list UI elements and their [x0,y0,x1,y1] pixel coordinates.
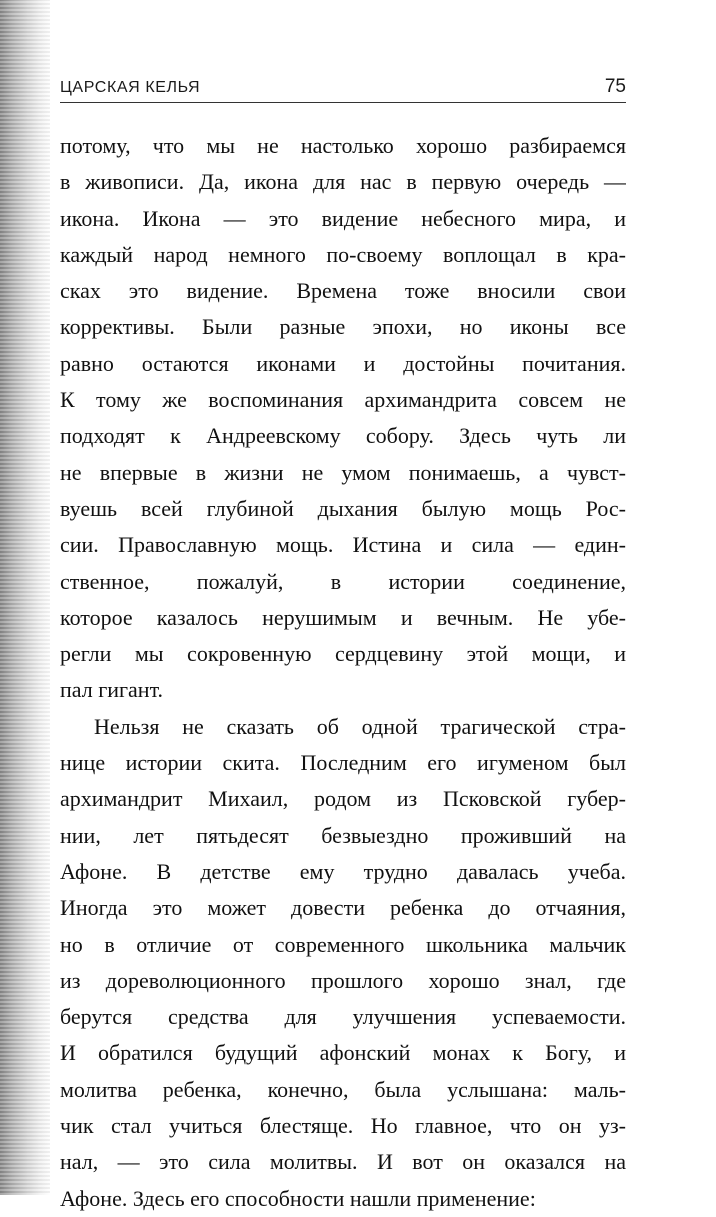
text-line: регли мы сокровенную сердцевину этой мощи, и [60,641,626,667]
paragraph [60,709,626,1217]
text-line: каждый народ немного по-своему воплощал в кра- [60,241,626,267]
text-line: Афоне. Здесь его способности нашли применение: [60,1185,536,1211]
paragraph [60,128,626,709]
text-line: Афоне. В детстве ему трудно давалась учеба. [60,858,626,884]
text-line: архимандрит Михаил, родом из Псковской губер- [60,786,626,812]
text-line: нии, лет пятьдесят безвыездно проживший на [60,822,626,848]
running-head: ЦАРСКАЯ КЕЛЬЯ [60,79,201,96]
text-line: берутся средства для улучшения успеваемости. [60,1004,626,1030]
book-spine-shadow [0,0,50,1195]
text-line: чик стал учиться блестяще. Но главное, что он уз- [60,1113,626,1139]
text-line: из дореволюционного прошлого хорошо знал, где [60,967,626,993]
text-line: молитва ребенка, конечно, была услышана: маль- [60,1076,626,1102]
text-line: равно остаются иконами и достойны почитания. [60,350,626,376]
text-line: нице истории скита. Последним его игуменом был [60,750,626,776]
text-line: сках это видение. Времена тоже вносили свои [60,278,626,304]
text-line: в живописи. Да, икона для нас в первую очередь — [60,169,626,195]
text-line: И обратился будущий афонский монах к Богу, и [60,1040,626,1066]
text-line: Иногда это может довести ребенка до отчаяния, [60,895,626,921]
text-line: сии. Православную мощь. Истина и сила — един- [60,532,626,558]
text-line: нал, — это сила молитвы. И вот он оказался на [60,1149,626,1175]
text-line: подходят к Андреевскому собору. Здесь чуть ли [60,423,626,449]
text-line: ственное, пожалуй, в истории соединение, [60,568,626,594]
page-number: 75 [604,76,626,97]
text-line: не впервые в жизни не умом понимаешь, а чувст- [60,459,626,485]
text-line: потому, что мы не настолько хорошо разбираемся [60,133,626,158]
page-header [60,76,626,103]
text-line: которое казалось нерушимым и вечным. Не убе- [60,604,626,630]
text-line: пал гигант. [60,677,164,703]
text-line: но в отличие от современного школьника мальчик [60,931,626,957]
text-line: Нельзя не сказать об одной трагической стра- [94,713,626,739]
text-line: К тому же воспоминания архимандрита совсем не [60,387,626,413]
text-line: икона. Икона — это видение небесного мира, и [60,205,626,231]
text-line: вуешь всей глубиной дыхания былую мощь Рос- [60,495,626,521]
text-line: коррективы. Были разные эпохи, но иконы все [60,314,626,340]
body-text [60,128,626,1217]
